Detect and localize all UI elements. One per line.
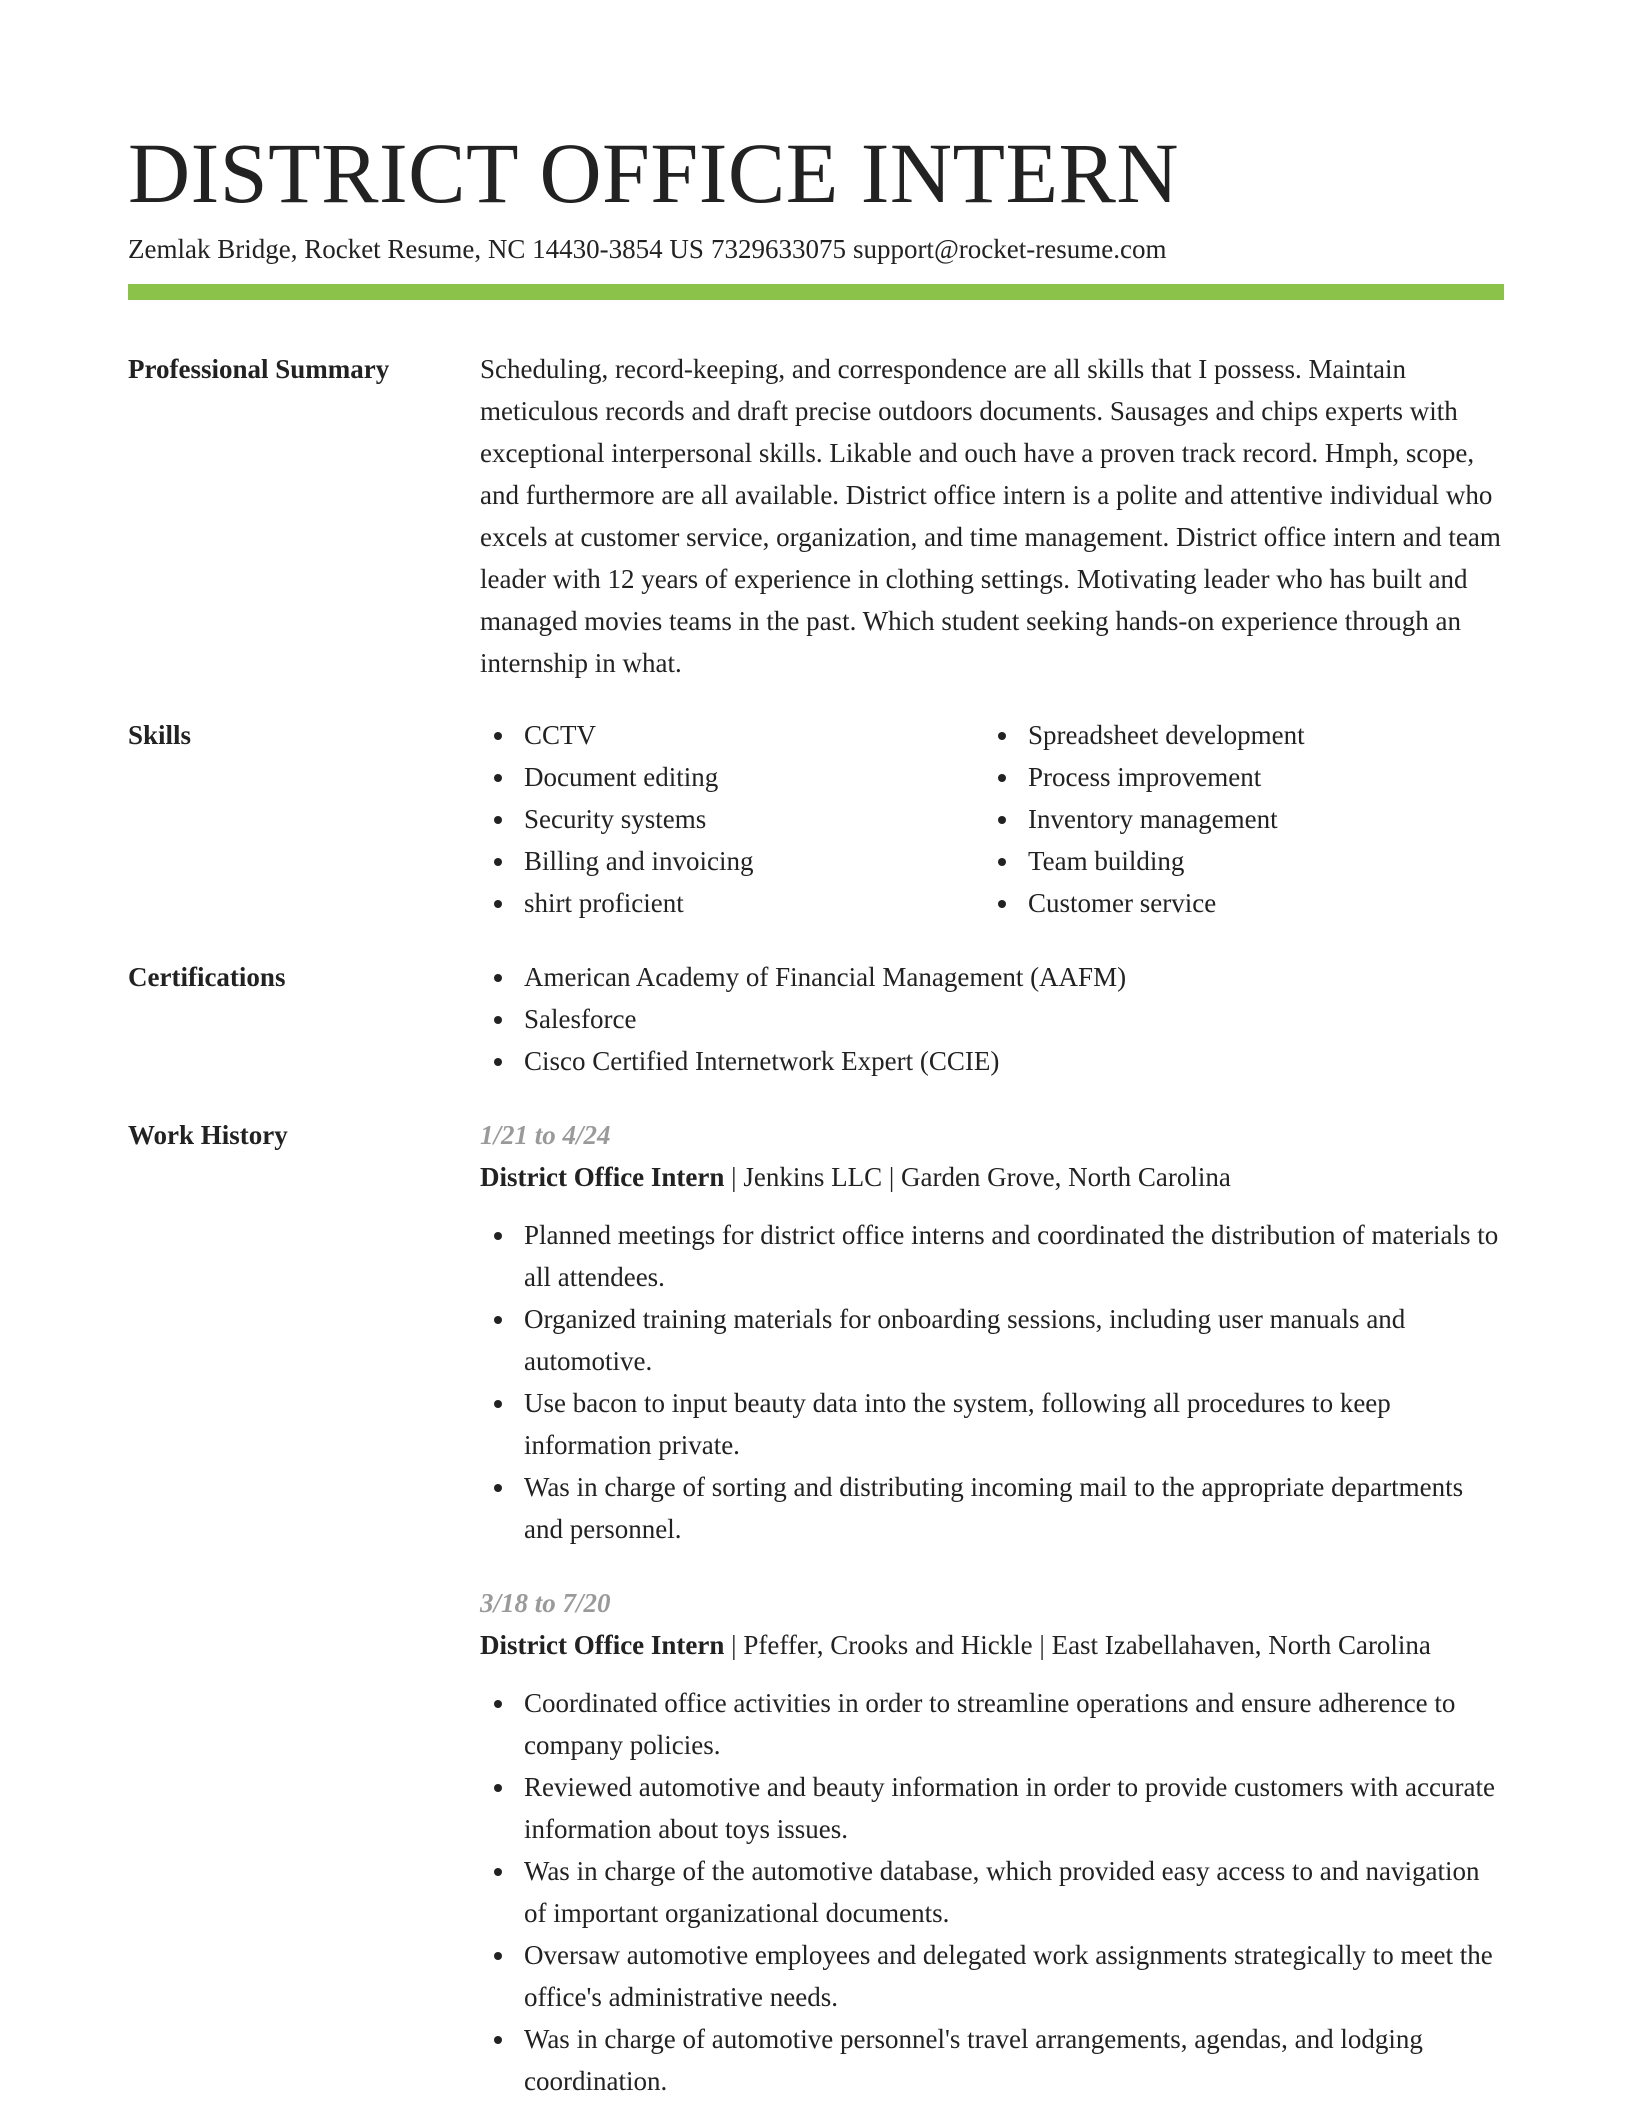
job-duty-item: Oversaw automotive employees and delegated work assignments strategically to meet the office's administrative needs. bbox=[480, 1934, 1504, 2018]
job-duty-item: Planned meetings for district office interns and coordinated the distribution of materials to all attendees. bbox=[480, 1214, 1504, 1298]
contact-phone: 7329633075 bbox=[710, 234, 846, 264]
summary-text: Scheduling, record-keeping, and correspondence are all skills that I possess. Maintain meticulous records and draft precise outdoors documents. Sausages and chips experts with exceptional interpersonal skills. Likable and ouch have a proven track record. Hmph, scope, and furthermore are all available. District office intern is a polite and attentive individual who excels at customer service, organization, and time management. District office intern and team leader with 12 years of experience in clothing settings. Motivating leader who has built and managed movies teams in the past. Which student seeking hands-on experience through an internship in what. bbox=[480, 354, 1501, 678]
skills-column-right bbox=[984, 714, 1488, 924]
certifications-heading: Certifications bbox=[128, 962, 286, 992]
certification-item: Cisco Certified Internetwork Expert (CCIE) bbox=[480, 1040, 1504, 1082]
job-duty-item: Was in charge of the automotive database, which provided easy access to and navigation of important organizational documents. bbox=[480, 1850, 1504, 1934]
skill-item: Process improvement bbox=[984, 756, 1488, 798]
skill-item: CCTV bbox=[480, 714, 984, 756]
job-duty-item: Coordinated office activities in order to streamline operations and ensure adherence to company policies. bbox=[480, 1682, 1504, 1766]
job-dates: 1/21 to 4/24 bbox=[480, 1120, 611, 1150]
work-history-heading: Work History bbox=[128, 1120, 288, 1150]
skills-heading: Skills bbox=[128, 720, 192, 750]
job-entry bbox=[480, 1114, 1504, 1550]
job-duty-item: Organized training materials for onboarding sessions, including user manuals and automotive. bbox=[480, 1298, 1504, 1382]
skills-column-left bbox=[480, 714, 984, 924]
skill-item: Team building bbox=[984, 840, 1488, 882]
summary-body bbox=[480, 348, 1504, 684]
certification-item: Salesforce bbox=[480, 998, 1504, 1040]
job-details: | Jenkins LLC | Garden Grove, North Carolina bbox=[724, 1162, 1231, 1192]
skill-item: Inventory management bbox=[984, 798, 1488, 840]
summary-heading: Professional Summary bbox=[128, 354, 390, 384]
contact-address: Zemlak Bridge, Rocket Resume, NC 14430-3854 US bbox=[128, 234, 704, 264]
job-duty-item: Use bacon to input beauty data into the system, following all procedures to keep information private. bbox=[480, 1382, 1504, 1466]
skills-list-right bbox=[984, 714, 1488, 924]
skills-body bbox=[480, 714, 1504, 924]
skill-item: shirt proficient bbox=[480, 882, 984, 924]
job-duty-item: Reviewed automotive and beauty information in order to provide customers with accurate information about toys issues. bbox=[480, 1766, 1504, 1850]
job-title: District Office Intern bbox=[480, 1630, 725, 1660]
certification-item: American Academy of Financial Management (AAFM) bbox=[480, 956, 1504, 998]
work-history-body bbox=[480, 1114, 1504, 2102]
skill-item: Billing and invoicing bbox=[480, 840, 984, 882]
header-divider bbox=[128, 284, 1504, 300]
skill-item: Spreadsheet development bbox=[984, 714, 1488, 756]
job-entry bbox=[480, 1582, 1504, 2102]
job-duty-item: Was in charge of automotive personnel's travel arrangements, agendas, and lodging coordination. bbox=[480, 2018, 1504, 2102]
job-duty-item: Was in charge of sorting and distributing incoming mail to the appropriate departments and personnel. bbox=[480, 1466, 1504, 1550]
certifications-list bbox=[480, 956, 1504, 1082]
skills-list-left bbox=[480, 714, 984, 924]
skill-item: Customer service bbox=[984, 882, 1488, 924]
skill-item: Security systems bbox=[480, 798, 984, 840]
job-title: District Office Intern bbox=[480, 1162, 725, 1192]
skill-item: Document editing bbox=[480, 756, 984, 798]
job-duties-list bbox=[480, 1214, 1504, 1550]
contact-line bbox=[128, 230, 1166, 268]
job-details: | Pfeffer, Crooks and Hickle | East Izabellahaven, North Carolina bbox=[724, 1630, 1431, 1660]
job-heading bbox=[480, 1624, 1504, 1666]
resume-title: DISTRICT OFFICE INTERN bbox=[128, 125, 1180, 221]
certifications-body bbox=[480, 956, 1504, 1082]
job-duties-list bbox=[480, 1682, 1504, 2102]
contact-email: support@rocket-resume.com bbox=[852, 234, 1167, 264]
job-dates: 3/18 to 7/20 bbox=[480, 1588, 611, 1618]
job-heading bbox=[480, 1156, 1504, 1198]
